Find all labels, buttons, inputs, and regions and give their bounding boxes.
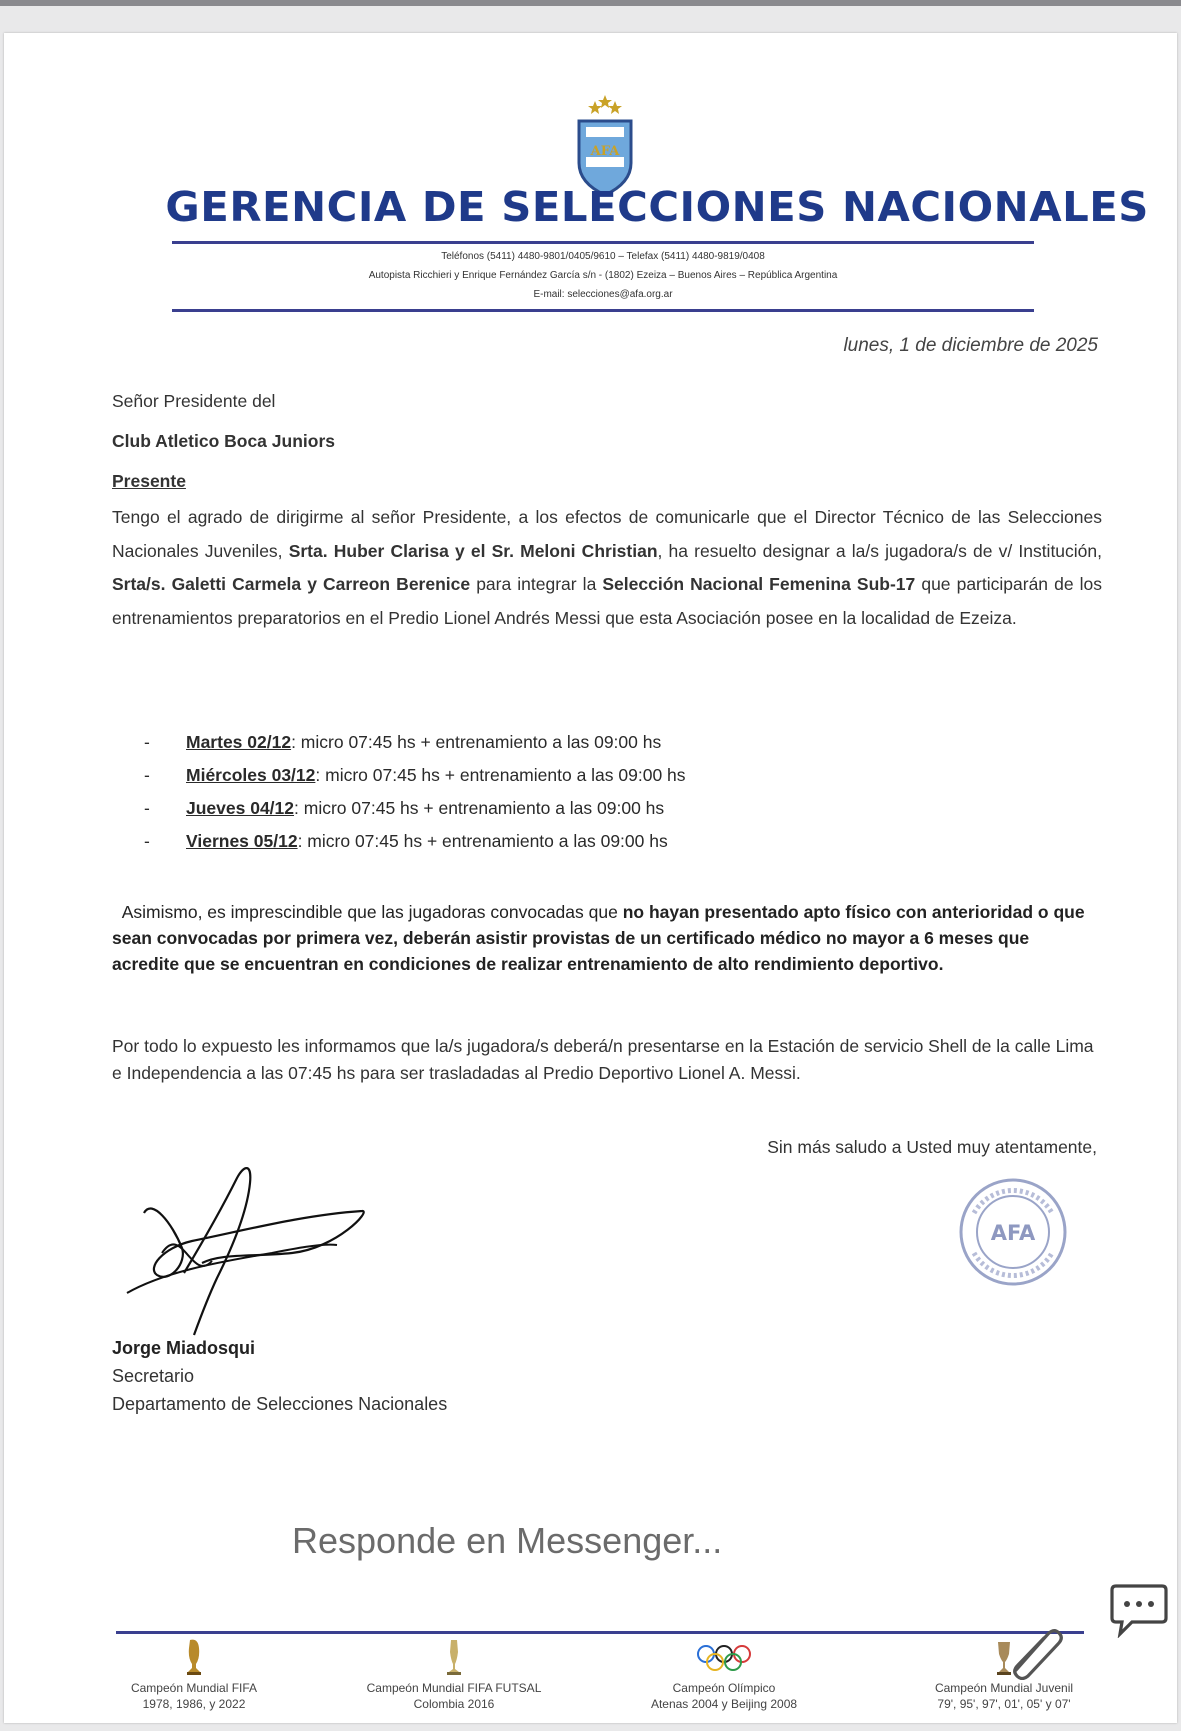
olympic-rings-icon [696,1638,752,1676]
achievement-title: Campeón Olímpico [672,1681,776,1695]
world-cup-trophy-icon [182,1638,206,1676]
achievement-years: Atenas 2004 y Beijing 2008 [650,1697,798,1711]
contact-phones: Teléfonos (5411) 4480-9801/0405/9610 – Telefax (5411) 4480-9819/0408 [441,251,765,262]
handwritten-signature [122,1153,422,1348]
list-bullet: - [144,732,150,752]
paperclip-attach-icon[interactable] [1004,1618,1064,1680]
players-names: Srta/s. Galetti Carmela y Carreon Berenice [112,574,471,594]
medical-requirement: no hayan presentado apto físico con anterioridad o que sean convocadas por primera vez, deberán asistir provistas de un certificado médico no mayor a 6 meses que acredite que se encuentran en condiciones de realizar entrenamiento de alto rendimiento deportivo. [112,902,1085,974]
list-bullet: - [144,798,150,818]
schedule-day: Jueves 04/12 [186,798,295,818]
letterhead-title: GERENCIA DE SELECCIONES NACIONALES [165,183,1149,231]
signer-role: Secretario [112,1366,195,1386]
schedule-day: Miércoles 03/12 [186,765,316,785]
schedule-item [144,759,686,792]
achievement-title: Campeón Mundial FIFA FUTSAL [366,1681,542,1695]
chat-bubble-icon[interactable] [1108,1580,1170,1638]
schedule-item [144,726,686,759]
header-divider-top [172,241,1034,244]
window-top-bar [0,0,1181,6]
list-bullet: - [144,831,150,851]
achievement-years: 1978, 1986, y 2022 [142,1697,246,1711]
futsal-trophy-icon [442,1638,466,1676]
schedule-day: Viernes 05/12 [186,831,298,851]
schedule-detail: : micro 07:45 hs + entrenamiento a las 09:00 hs [294,798,665,818]
signer-name: Jorge Miadosqui [112,1338,256,1358]
contact-email: E-mail: selecciones@afa.org.ar [533,289,673,300]
schedule-detail: : micro 07:45 hs + entrenamiento a las 09:00 hs [291,732,662,752]
messenger-reply-input[interactable]: Responde en Messenger... [292,1520,723,1561]
schedule-item [144,825,686,858]
schedule-detail: : micro 07:45 hs + entrenamiento a las 09:00 hs [297,831,668,851]
footer-divider [116,1631,1084,1634]
schedule-day: Martes 02/12 [186,732,292,752]
training-schedule [144,726,686,858]
recipient-club: Club Atletico Boca Juniors [112,431,335,451]
letter-page [4,33,1177,1723]
letter-date: lunes, 1 de diciembre de 2025 [843,335,1098,356]
coaches-names: Srta. Huber Clarisa y el Sr. Meloni Christian [288,540,658,561]
afa-seal-stamp [954,1173,1072,1291]
paragraph-text: para integrar la [470,574,603,594]
svg-text:AFA: AFA [990,1221,1036,1245]
paragraph-meeting-point: Por todo lo expuesto les informamos que la/s jugadora/s deberá/n presentarse en la Estación de servicio Shell de la calle Lima e Independencia a las 07:45 hs para ser trasladadas al Predio Deportivo Lionel A. Messi. [112,1036,1094,1083]
schedule-detail: : micro 07:45 hs + entrenamiento a las 09:00 hs [315,765,686,785]
achievement-years: 79', 95', 97', 01', 05' y 07' [937,1697,1071,1711]
footer-achievement [344,1638,564,1712]
paragraph-text: Asimismo, es imprescindible que las jugadoras convocadas que [121,902,623,922]
closing-line: Sin más saludo a Usted muy atentamente, [767,1137,1097,1157]
achievement-years: Colombia 2016 [413,1697,495,1711]
achievement-title: Campeón Mundial Juvenil [934,1681,1074,1695]
salutation-presente: Presente [112,471,186,491]
svg-text:AFA: AFA [590,144,620,159]
team-name: Selección Nacional Femenina Sub-17 [602,574,916,594]
footer-achievement [84,1638,304,1712]
signer-department: Departamento de Selecciones Nacionales [112,1394,448,1414]
salutation-line: Señor Presidente del [112,391,276,411]
schedule-item [144,792,686,825]
achievement-title: Campeón Mundial FIFA [130,1681,258,1695]
paragraph-text: Tengo el agrado de dirigirme al señor Presidente, a los efectos de comunicarle que el Director Técnico de las Selecciones Nacionales Juveniles, [112,507,1102,561]
contact-address: Autopista Ricchieri y Enrique Fernández García s/n - (1802) Ezeiza – Buenos Aires – República Argentina [368,270,838,281]
header-divider-bottom [172,309,1034,312]
paragraph-text: que participarán de los entrenamientos preparatorios en el Predio Lionel Andrés Messi que esta Asociación posee en la localidad de Ezeiza. [112,574,1102,628]
list-bullet: - [144,765,150,785]
footer-achievement [614,1638,834,1712]
paragraph-convocation [112,501,1102,635]
paragraph-medical-certificate [112,899,1100,977]
paragraph-text: , ha resuelto designar a la/s jugadora/s de v/ Institución, [657,540,1103,561]
